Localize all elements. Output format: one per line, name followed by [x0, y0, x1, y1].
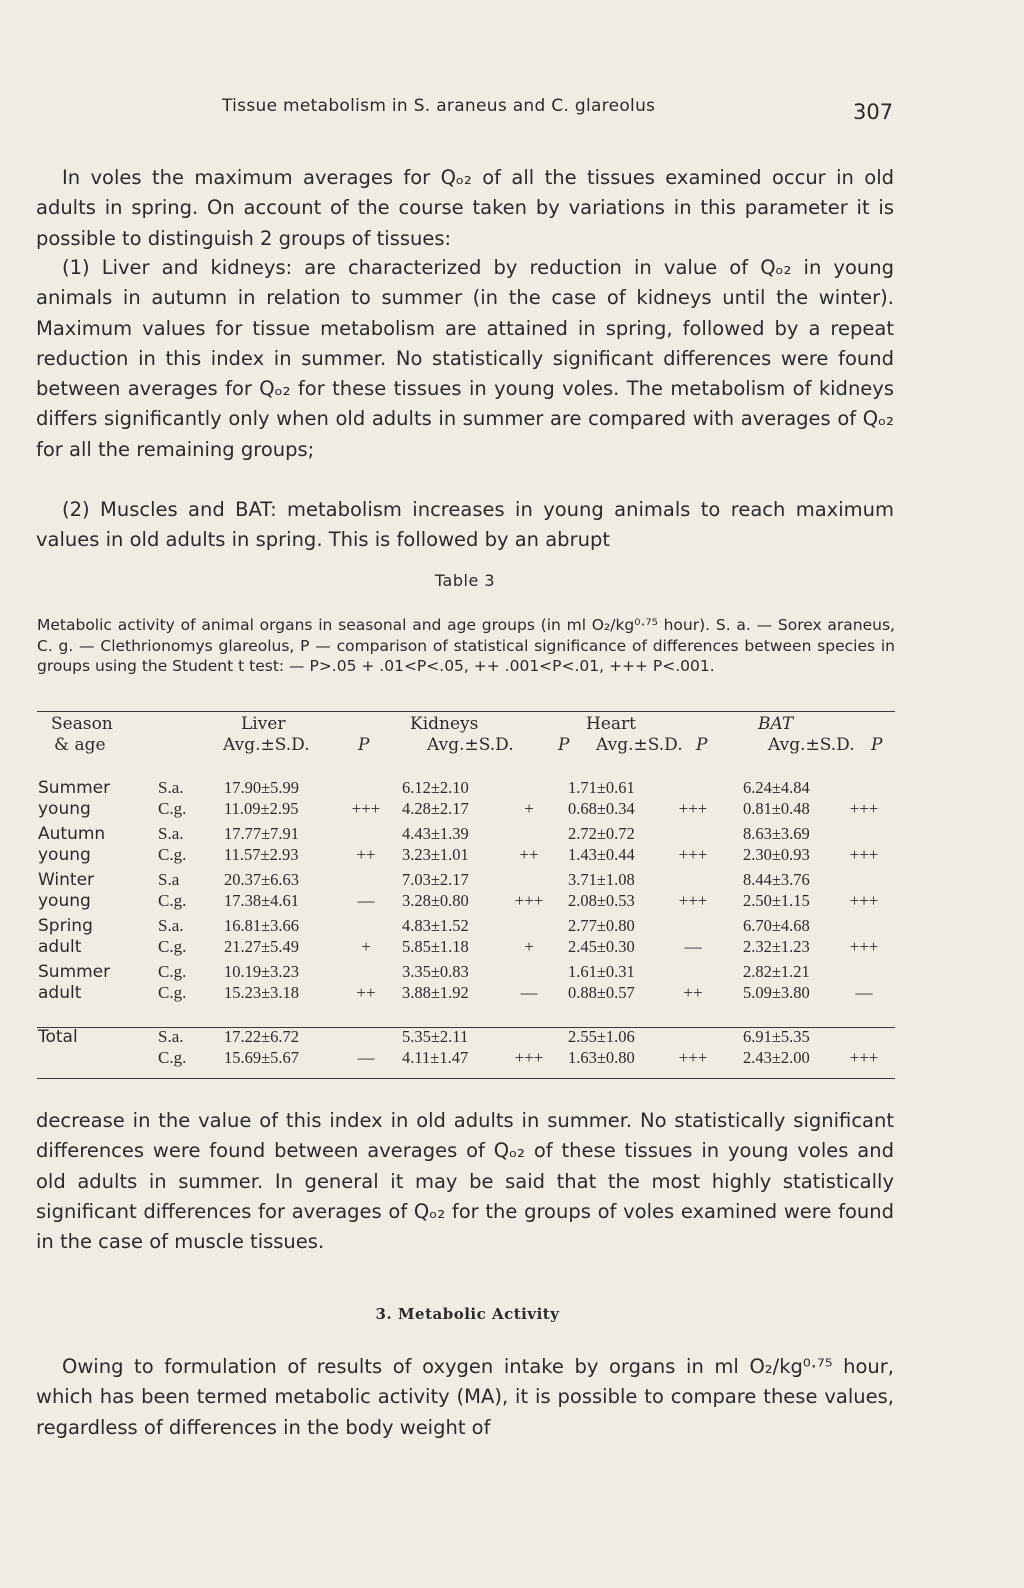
total-row-0-group-label: Total	[38, 1027, 78, 1047]
header-heart-p: P	[696, 735, 708, 755]
row-9-species-label: C.g.	[158, 983, 187, 1002]
row-1-heart-p: +++	[678, 799, 708, 818]
header-age: & age	[54, 735, 106, 755]
total-row-0-liver-value: 17.22±6.72	[224, 1027, 300, 1046]
row-2-bat-value: 8.63±3.69	[743, 824, 810, 843]
row-3-heart-value: 1.43±0.44	[568, 845, 635, 864]
row-4-liver-value: 20.37±6.63	[224, 870, 300, 889]
header-liver: Liver	[241, 714, 286, 734]
row-7-liver-p: +	[361, 937, 371, 956]
paragraph-4: decrease in the value of this index in old adults in summer. No statistically significant differences were found between averages of Qₒ₂ of these tissues in young voles and old adults in summer. In general it may be said that the most highly statistically significant differences for averages of Qₒ₂ for the groups of voles examined were found in the case of muscle tissues.	[36, 1109, 894, 1254]
row-1-heart-value: 0.68±0.34	[568, 799, 635, 818]
header-liver-p: P	[358, 735, 370, 755]
table-caption: Metabolic activity of animal organs in seasonal and age groups (in ml O₂/kg⁰·⁷⁵ hour). S. a. — Sorex araneus, C. g. — Clethrionomys glareolus, P — comparison of statistical significance of differences between species in groups using the Student t test: — P>.05 + .01<P<.05, ++ .001<P<.01, +++ P<.001.	[37, 616, 895, 676]
header-kidneys: Kidneys	[410, 714, 479, 734]
header-liver-avg: Avg.±S.D.	[223, 735, 310, 755]
paragraph-2: (1) Liver and kidneys: are characterized by reduction in value of Qₒ₂ in young animals in autumn in relation to summer (in the case of kidneys until the winter). Maximum values for tissue metabolism are attained in spring, followed by a repeat reduction in this index in summer. No statistically significant differences were found between averages for Qₒ₂ for these tissues in young voles. The metabolism of kidneys differs significantly only when old adults in summer are compared with averages of Qₒ₂ for all the remaining groups;	[36, 256, 894, 461]
row-4-species-label: S.a	[158, 870, 180, 889]
row-5-kidneys-p: +++	[514, 891, 544, 910]
row-6-heart-value: 2.77±0.80	[568, 916, 635, 935]
row-7-liver-value: 21.27±5.49	[224, 937, 300, 956]
row-7-group-label: adult	[38, 937, 82, 957]
total-row-0-heart-value: 2.55±1.06	[568, 1027, 635, 1046]
total-row-1-kidneys-p: +++	[514, 1048, 544, 1067]
total-row-0-kidneys-value: 5.35±2.11	[402, 1027, 469, 1046]
row-2-group-label: Autumn	[38, 824, 106, 844]
row-9-bat-p: —	[855, 983, 873, 1002]
row-1-bat-p: +++	[849, 799, 879, 818]
row-8-bat-value: 2.82±1.21	[743, 962, 810, 981]
row-3-species-label: C.g.	[158, 845, 187, 864]
row-0-heart-value: 1.71±0.61	[568, 778, 635, 797]
row-9-heart-p: ++	[683, 983, 703, 1002]
row-9-bat-value: 5.09±3.80	[743, 983, 810, 1002]
total-row-1-liver-p: —	[357, 1048, 375, 1067]
header-bat: BAT	[758, 714, 794, 734]
running-head: Tissue metabolism in S. araneus and C. glareolus	[222, 96, 656, 116]
total-row-0-species-label: S.a.	[158, 1027, 184, 1046]
row-6-liver-value: 16.81±3.66	[224, 916, 300, 935]
total-row-0-bat-value: 6.91±5.35	[743, 1027, 810, 1046]
row-7-bat-p: +++	[849, 937, 879, 956]
row-3-kidneys-value: 3.23±1.01	[402, 845, 469, 864]
row-8-heart-value: 1.61±0.31	[568, 962, 635, 981]
row-4-group-label: Winter	[38, 870, 95, 890]
row-7-bat-value: 2.32±1.23	[743, 937, 810, 956]
paragraph-5: Owing to formulation of results of oxygen intake by organs in ml O₂/kg⁰·⁷⁵ hour, which has been termed metabolic activity (MA), it is possible to compare these values, regardless of differences in the body weight of	[36, 1355, 894, 1439]
row-5-kidneys-value: 3.28±0.80	[402, 891, 469, 910]
row-1-liver-value: 11.09±2.95	[224, 799, 299, 818]
total-row-1-bat-p: +++	[849, 1048, 879, 1067]
total-row-1-liver-value: 15.69±5.67	[224, 1048, 300, 1067]
row-7-heart-p: —	[684, 937, 702, 956]
row-5-heart-p: +++	[678, 891, 708, 910]
header-heart: Heart	[586, 714, 636, 734]
row-2-liver-value: 17.77±7.91	[224, 824, 300, 843]
row-1-species-label: C.g.	[158, 799, 187, 818]
total-row-1-heart-p: +++	[678, 1048, 708, 1067]
row-9-kidneys-p: —	[520, 983, 538, 1002]
row-8-group-label: Summer	[38, 962, 111, 982]
row-0-group-label: Summer	[38, 778, 111, 798]
row-9-liver-value: 15.23±3.18	[224, 983, 300, 1002]
row-5-bat-value: 2.50±1.15	[743, 891, 810, 910]
row-5-bat-p: +++	[849, 891, 879, 910]
total-row-1-species-label: C.g.	[158, 1048, 187, 1067]
header-heart-avg: Avg.±S.D.	[596, 735, 683, 755]
row-0-species-label: S.a.	[158, 778, 184, 797]
row-9-group-label: adult	[38, 983, 82, 1003]
total-row-1-heart-value: 1.63±0.80	[568, 1048, 635, 1067]
row-0-liver-value: 17.90±5.99	[224, 778, 300, 797]
row-2-heart-value: 2.72±0.72	[568, 824, 635, 843]
header-bat-p: P	[871, 735, 883, 755]
row-6-kidneys-value: 4.83±1.52	[402, 916, 469, 935]
row-5-group-label: young	[38, 891, 91, 911]
row-3-kidneys-p: ++	[519, 845, 539, 864]
paragraph-1: In voles the maximum averages for Qₒ₂ of all the tissues examined occur in old adults in spring. On account of the course taken by variations in this parameter it is possible to distinguish 2 groups of tissues:	[36, 166, 894, 250]
row-4-heart-value: 3.71±1.08	[568, 870, 635, 889]
row-5-liver-p: —	[357, 891, 375, 910]
total-row-1-bat-value: 2.43±2.00	[743, 1048, 810, 1067]
row-0-kidneys-value: 6.12±2.10	[402, 778, 469, 797]
row-3-heart-p: +++	[678, 845, 708, 864]
row-1-liver-p: +++	[351, 799, 381, 818]
row-2-kidneys-value: 4.43±1.39	[402, 824, 469, 843]
row-7-species-label: C.g.	[158, 937, 187, 956]
row-5-liver-value: 17.38±4.61	[224, 891, 300, 910]
row-3-liver-value: 11.57±2.93	[224, 845, 299, 864]
header-kidneys-avg: Avg.±S.D.	[427, 735, 514, 755]
row-3-group-label: young	[38, 845, 91, 865]
row-3-liver-p: ++	[356, 845, 376, 864]
row-4-kidneys-value: 7.03±2.17	[402, 870, 469, 889]
row-1-kidneys-value: 4.28±2.17	[402, 799, 469, 818]
row-4-bat-value: 8.44±3.76	[743, 870, 810, 889]
table-label: Table 3	[434, 571, 496, 590]
row-7-heart-value: 2.45±0.30	[568, 937, 635, 956]
section-heading: 3. Metabolic Activity	[375, 1305, 560, 1323]
row-7-kidneys-value: 5.85±1.18	[402, 937, 469, 956]
row-1-group-label: young	[38, 799, 91, 819]
row-0-bat-value: 6.24±4.84	[743, 778, 810, 797]
row-9-heart-value: 0.88±0.57	[568, 983, 635, 1002]
row-9-kidneys-value: 3.88±1.92	[402, 983, 469, 1002]
row-6-group-label: Spring	[38, 916, 93, 936]
row-6-species-label: S.a.	[158, 916, 184, 935]
row-8-species-label: C.g.	[158, 962, 187, 981]
row-8-kidneys-value: 3.35±0.83	[402, 962, 469, 981]
row-5-heart-value: 2.08±0.53	[568, 891, 635, 910]
row-3-bat-value: 2.30±0.93	[743, 845, 810, 864]
row-1-kidneys-p: +	[524, 799, 534, 818]
row-3-bat-p: +++	[849, 845, 879, 864]
row-5-species-label: C.g.	[158, 891, 187, 910]
header-kidneys-p: P	[558, 735, 570, 755]
row-6-bat-value: 6.70±4.68	[743, 916, 810, 935]
row-7-kidneys-p: +	[524, 937, 534, 956]
row-9-liver-p: ++	[356, 983, 376, 1002]
total-row-1-kidneys-value: 4.11±1.47	[402, 1048, 469, 1067]
row-8-liver-value: 10.19±3.23	[224, 962, 300, 981]
row-1-bat-value: 0.81±0.48	[743, 799, 810, 818]
header-season: Season	[51, 714, 113, 734]
row-2-species-label: S.a.	[158, 824, 184, 843]
paragraph-3: (2) Muscles and BAT: metabolism increases in young animals to reach maximum values in old adults in spring. This is followed by an abrupt	[36, 498, 894, 552]
header-bat-avg: Avg.±S.D.	[768, 735, 855, 755]
page-number: 307	[853, 100, 894, 124]
